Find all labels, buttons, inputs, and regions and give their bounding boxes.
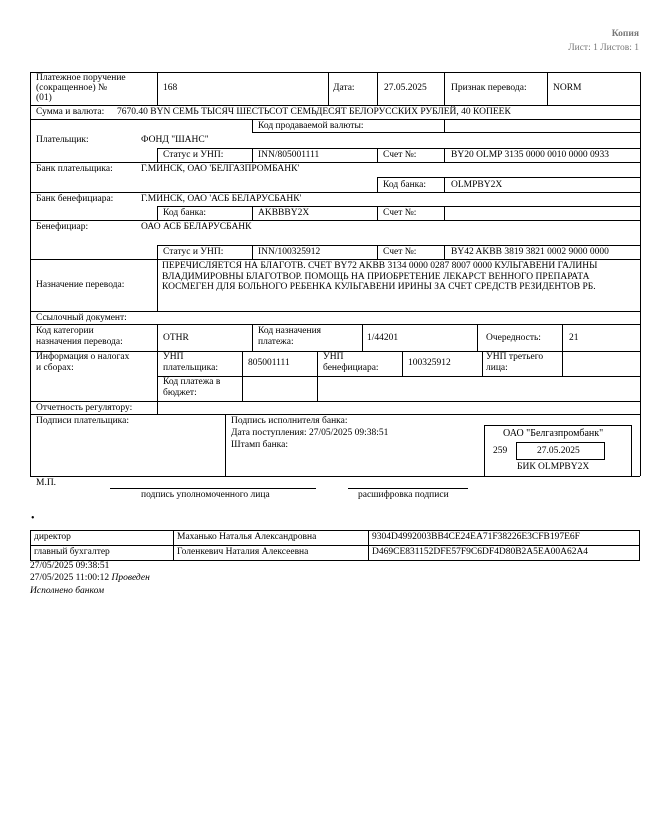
taxes-label-2: и сборах: [36, 363, 74, 373]
bank-exec-signature-label: Подпись исполнителя банка: [231, 416, 348, 426]
transfer-sign: NORM [553, 83, 582, 93]
benef-unp-label-2: бенефициара: [323, 363, 379, 373]
stamp-bic: БИК OLMPBY2X [517, 462, 590, 472]
beneficiary-bank-code: AKBBBY2X [258, 208, 310, 218]
payer-unp-label: УНП [163, 352, 184, 362]
purpose-code-label-2: платежа: [258, 337, 294, 347]
bullet-marker: • [31, 513, 35, 524]
purpose-text: ПЕРЕЧИСЛЯЕТСЯ НА БЛАГОТВ. СЧЕТ BY72 AKBB 3134 0000 0287 8007 0000 КУЛЬГАВЕНИ ГАЛИНЫ ВЛАДИМИРОВНЫ БЛАГОТВОР. ПОМОЩЬ НА ПРИОБРЕТЕНИЕ ЛЕКАРСТ ВЕННОГО ПРЕПАРАТА КОСМЕГЕН ДЛЯ БОЛЬНОГО РЕБЕНКА КУЛЬГАВЕНИ ИРИНЫ ЗА СЧЕТ СРЕДСТВ РЕЗИДЕНТОВ РБ. [162, 261, 598, 293]
signer-hash: 9304D4992003BB4CE24EA71F38226E3CFB197E6F [369, 531, 640, 546]
signer-role: главный бухгалтер [31, 546, 174, 561]
purpose-label: Назначение перевода: [36, 280, 125, 290]
payer-unp-label-2: плательщика: [163, 363, 218, 373]
payer-bank-name: Г.МИНСК, ОАО 'БЕЛГАЗПРОМБАНК' [141, 164, 300, 174]
mp-label: М.П. [36, 478, 57, 488]
order-date: 27.05.2025 [384, 83, 427, 93]
beneficiary-status-unp-label: Статус и УНП: [163, 247, 224, 257]
payer-name: ФОНД "ШАНС" [141, 135, 209, 145]
signers-table [30, 530, 640, 561]
footer-processed-status: Проведен [111, 573, 150, 583]
order-number: 168 [163, 83, 178, 93]
authorized-signature-label: подпись уполномоченного лица [141, 490, 270, 500]
table-row [31, 531, 640, 546]
payer-signatures-label: Подписи плательщика: [36, 416, 129, 426]
table-row [31, 546, 640, 561]
payer-bank-label: Банк плательщика: [36, 164, 113, 174]
payer-unp: INN/805001111 [258, 150, 320, 160]
amount-text: 7670.40 BYN СЕМЬ ТЫСЯЧ ШЕСТЬСОТ СЕМЬДЕСЯТ БЕЛОРУССКИХ РУБЛЕЙ, 40 КОПЕЕК [117, 107, 511, 117]
decoding-signature-label: расшифровка подписи [358, 490, 449, 500]
order-title-label-2: (сокращенное) № [36, 83, 108, 93]
transfer-sign-label: Признак перевода: [451, 83, 527, 93]
amount-label: Сумма и валюта: [36, 107, 105, 117]
order-title-label: Платежное поручение [36, 73, 126, 83]
category-label: Код категории [36, 326, 94, 336]
signer-role: директор [31, 531, 174, 546]
beneficiary-label: Бенефициар: [36, 222, 89, 232]
decoding-line [348, 488, 468, 489]
signer-name: Голенкевич Наталия Алексеевна [174, 546, 369, 561]
third-unp-label-2: лица: [486, 363, 508, 373]
beneficiary-bank-account-label: Счет №: [383, 208, 417, 218]
category-code: OTHR [163, 333, 189, 343]
third-unp-label: УНП третьего [486, 352, 544, 362]
footer-processed-timestamp: 27/05/2025 11:00:12 [30, 573, 110, 583]
footer-processed-time [30, 574, 150, 584]
sold-currency-label: Код продаваемой валюты: [258, 121, 364, 131]
priority-label: Очередность: [486, 333, 541, 343]
payer-label: Плательщик: [36, 135, 89, 145]
priority-value: 21 [569, 333, 579, 343]
tax-benef-unp: 100325912 [408, 358, 451, 368]
payer-bank-code-label: Код банка: [383, 180, 427, 190]
taxes-label: Информация о налогах [36, 352, 130, 362]
reference-doc-label: Ссылочный документ: [36, 313, 127, 323]
sheets-info: Лист: 1 Листов: 1 [568, 43, 639, 53]
category-label-2: назначения перевода: [36, 337, 123, 347]
stamp-date: 27.05.2025 [537, 446, 580, 456]
payer-account-label: Счет №: [383, 150, 417, 160]
beneficiary-unp: INN/100325912 [258, 247, 321, 257]
tax-payer-unp: 805001111 [248, 358, 290, 368]
beneficiary-account: BY42 AKBB 3819 3821 0002 9000 0000 [451, 247, 609, 257]
copy-label: Копия [611, 29, 639, 39]
beneficiary-bank-label: Банк бенефициара: [36, 194, 114, 204]
payer-status-unp-label: Статус и УНП: [163, 150, 224, 160]
budget-code-label-2: бюджет: [163, 388, 197, 398]
authorized-signature-line [110, 488, 316, 489]
received-date: Дата поступления: 27/05/2025 09:38:51 [231, 428, 389, 438]
benef-unp-label: УНП [323, 352, 344, 362]
beneficiary-account-label: Счет №: [383, 247, 417, 257]
signer-hash: D469CE831152DFE57F9C6DF4D80B2A5EA00A62A4 [369, 546, 640, 561]
budget-code-label: Код платежа в [163, 377, 221, 387]
regulator-report-label: Отчетность регулятору: [36, 403, 133, 413]
order-title-label-3: (01) [36, 93, 52, 103]
purpose-code-label: Код назначения [258, 326, 322, 336]
date-label: Дата: [333, 83, 355, 93]
payer-account: BY20 OLMP 3135 0000 0010 0000 0933 [451, 150, 609, 160]
beneficiary-bank-name: Г.МИНСК, ОАО 'АСБ БЕЛАРУСБАНК' [141, 194, 302, 204]
beneficiary-bank-code-label: Код банка: [163, 208, 207, 218]
footer-received-time: 27/05/2025 09:38:51 [30, 561, 110, 571]
payer-bank-code: OLMPBY2X [451, 180, 503, 190]
stamp-bank-name: ОАО "Белгазпромбанк" [503, 428, 604, 439]
bank-stamp-label: Штамп банка: [231, 440, 288, 450]
purpose-code: 1/44201 [367, 333, 399, 343]
beneficiary-name: ОАО АСБ БЕЛАРУСБАНК [141, 222, 252, 232]
stamp-number: 259 [493, 446, 508, 456]
footer-executed-status: Исполнено банком [30, 586, 105, 596]
signer-name: Маханько Наталья Александровна [174, 531, 369, 546]
